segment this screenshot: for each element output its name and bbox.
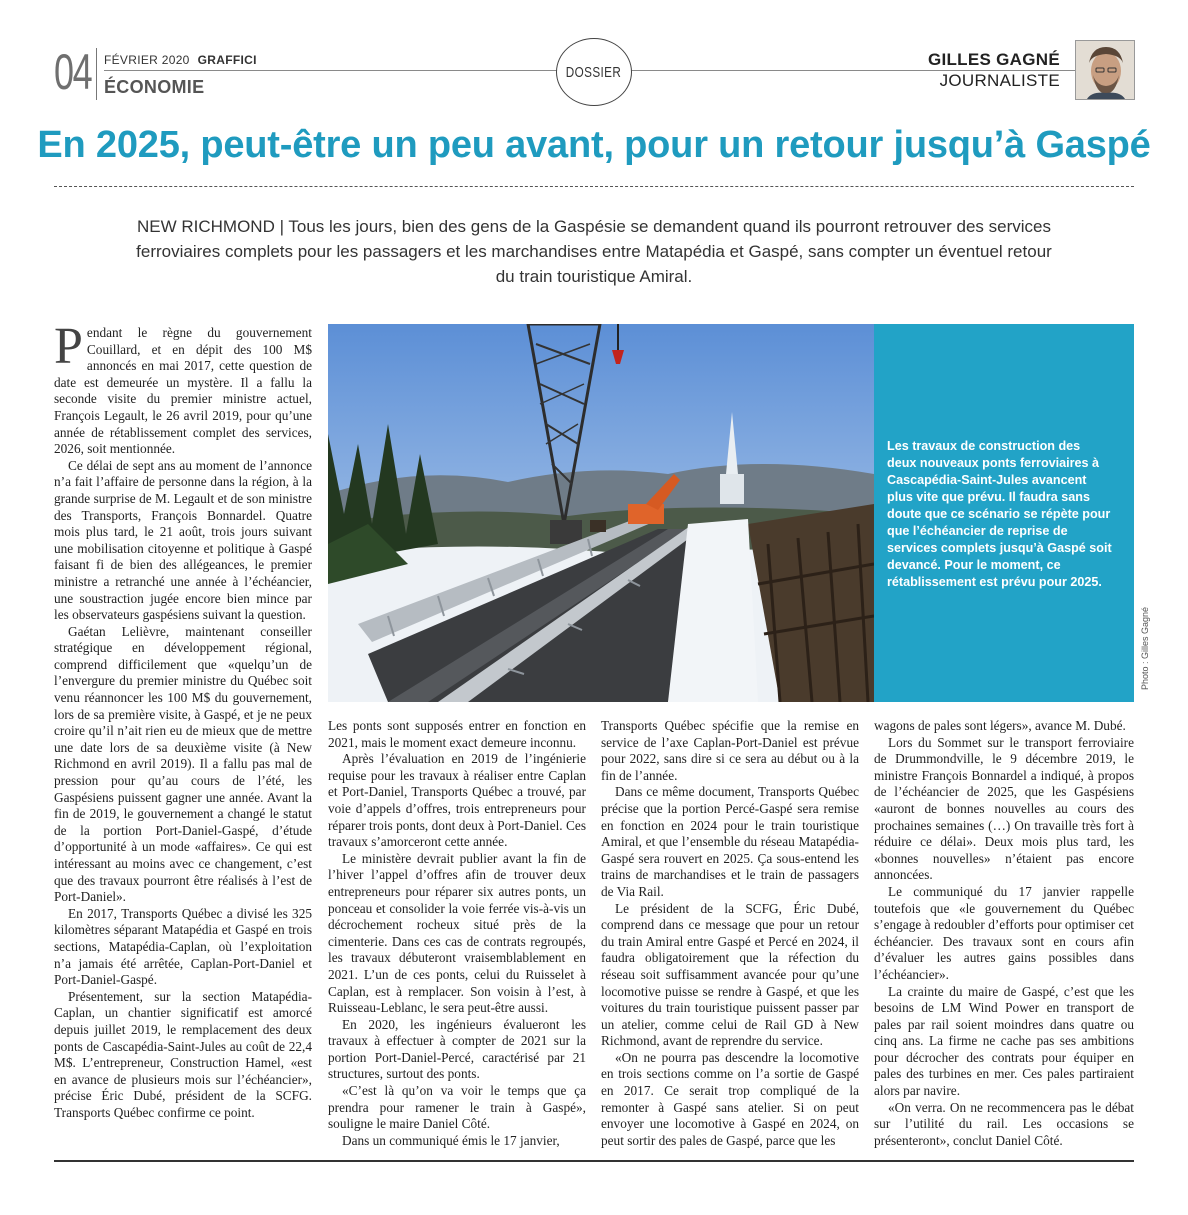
paragraph: La crainte du maire de Gaspé, c’est que les besoins de LM Wind Power en transport de pales par rail soient moindres dans quatre ou cinq ans. La firme ne cache pas ses ambitions pour décrocher des contrats pour équiper en pales des turbines en mer. Ces pales partiraient alors par navire. (874, 983, 1134, 1099)
paragraph: Le président de la SCFG, Éric Dubé, comprend dans ce message que pour un retour du train Amiral entre Gaspé et Percé en 2024, il faudra obligatoirement que la réfection du réseau soit suffisamment avancée pour qu’une locomotive puisse se rendre à Gaspé, et que les voitures du train touristique puissent passer par un atelier, comme celui de Rail GD à New Richmond, avant de reprendre du service. (601, 900, 859, 1049)
author-role: JOURNALISTE (939, 71, 1060, 90)
paragraph: En 2020, les ingénieurs évalueront les travaux à effectuer à compter de 2021 sur la portion Port-Daniel-Percé, caractérisé par 21 structures, surtout des ponts. (328, 1016, 586, 1082)
byline (928, 50, 1060, 92)
page-number: 04 (54, 44, 92, 100)
paragraph: Présentement, sur la section Matapédia-Caplan, un chantier significatif est amorcé depuis juillet 2019, le remplacement des deux ponts de Cascapédia-Saint-Jules au coût de 22,4 M$. L’entrepreneur, Construction Hamel, «est en avance de plusieurs mois sur l’échéancier», précise Éric Dubé, président de la SCFG. Transports Québec confirme ce point. (54, 988, 312, 1120)
paragraph: Ce délai de sept ans au moment de l’annonce n’a fait l’affaire de personne dans la région, à la grande surprise de M. Legault et de son ministre des Transports, François Bonnardel. Quatre mois plus tard, le 21 août, trois jours suivant une mobilisation citoyenne et politique à Gaspé faisant fi de bien des allégeances, le premier ministre a retranché une année à l’échéancier, une soustraction jugée encore bien mince par les observateurs gaspésiens suivant la question. (54, 457, 312, 623)
article-column-2 (328, 718, 586, 1149)
paragraph (54, 318, 312, 458)
publication-name: GRAFFICI (197, 53, 257, 67)
paragraph: wagons de pales sont légers», avance M. Dubé. (874, 718, 1126, 733)
paragraph: «On verra. On ne recommencera pas le débat sur l’utilité du rail. Les occasions se présenteront», conclut Daniel Côté. (874, 1099, 1134, 1148)
paragraph: Dans ce même document, Transports Québec précise que la portion Percé-Gaspé sera remise en fonction en 2024 pour le train touristique Amiral, et que l’ensemble du réseau Matapédia-Gaspé sera rouvert en 2025. Ça sous-entend les trains de marchandises et le train de passagers de Via Rail. (601, 784, 859, 899)
paragraph: Dans un communiqué émis le 17 janvier, (342, 1132, 560, 1148)
article-column-3 (601, 718, 859, 1149)
paragraph: Le communiqué du 17 janvier rappelle toutefois que «le gouvernement du Québec s’engage à redoubler d’efforts pour optimiser cet échéancier. Des travaux sont en cours afin d’évaluer les autres gains possibles dans l’échéancier». (874, 883, 1134, 982)
article-lede: NEW RICHMOND | Tous les jours, bien des gens de la Gaspésie se demandent quand ils pourront retrouver des services ferroviaires complets pour les passagers et les marchandises entre Matapédia et Gaspé, sans compter un éventuel retour du train touristique Amiral. (136, 217, 1052, 286)
dossier-label: DOSSIER (566, 63, 622, 81)
paragraph: Lors du Sommet sur le transport ferroviaire de Drummondville, le 9 décembre 2019, le ministre François Bonnardel a indiqué, à propos de l’échéancier de 2025, que les Gaspésiens «auront de bonnes nouvelles au cours des prochaines semaines (…) On travaille très fort à réduire ce délai». Deux mois plus tard, les «bonnes nouvelles» n’étaient pas encore annoncées. (874, 734, 1134, 883)
dotted-divider (54, 186, 1134, 187)
issue-date: FÉVRIER 2020 (104, 53, 190, 67)
author-photo (1075, 40, 1135, 100)
paragraph: Après l’évaluation en 2019 de l’ingénierie requise pour les travaux à réaliser entre Caplan et Port-Daniel, Transports Québec a trouvé, par voie d’appels d’offres, trois entrepreneurs pour réparer trois ponts, dont deux à Port-Daniel. Ces travaux s’amorceront cette année. (328, 751, 586, 850)
page-number-divider (96, 48, 97, 100)
paragraph: «On ne pourra pas descendre la locomotive en trois sections comme on l’a sortie de Gaspé en 2017. Ce serait trop compliqué de la remonter à Gaspé sans atelier. Si on peut envoyer une locomotive à Gaspé en 2024, on peut sortir des pales de Gaspé, parce que les (601, 1049, 859, 1148)
footer-rule (54, 1160, 1134, 1162)
paragraph: En 2017, Transports Québec a divisé les 325 kilomètres séparant Matapédia et Gaspé en trois sections, Matapédia-Caplan, où l’exploitation n’a jamais été arrêtée, Caplan-Port-Daniel et Port-Daniel-Gaspé. (54, 905, 312, 988)
article-headline: En 2025, peut-être un peu avant, pour un retour jusqu’à Gaspé (37, 124, 1151, 166)
paragraph: «C’est là qu’on va voir le temps que ça prendra pour ramener le train à Gaspé», souligne le maire Daniel Côté. (328, 1083, 586, 1132)
paragraph: Le ministère devrait publier avant la fin de l’hiver l’appel d’offres afin de trouver deux entrepreneurs pour réparer six autres ponts, un ponceau et consolider la voie ferrée vis-à-vis un décrochement rocheux situé près de la cimenterie. Dans ces cas de contrats regroupés, les travaux débuteront vraisemblablement en 2021. L’un de ces ponts, celui du Ruisselet à Caplan, est à remplacer. Son voisin à l’est, à Ruisseau-Leblanc, le sera peut-être aussi. (328, 850, 586, 1016)
author-portrait-icon (1076, 41, 1135, 100)
dossier-badge (556, 38, 632, 106)
paragraph: Les ponts sont supposés entrer en fonction en 2021, mais le moment exact demeure inconnu. (328, 718, 586, 750)
photo-credit: Photo : Gilles Gagné (1140, 606, 1150, 690)
article-column-4 (874, 718, 1134, 1149)
bridge-construction-photo (328, 324, 874, 702)
paragraph: Gaétan Lelièvre, maintenant conseiller stratégique en développement régional, comprend difficilement que «quelqu’un de l’envergure du premier ministre du Québec soit venu réannoncer les 100 M$ du gouvernement, lors de sa première visite, à Gaspé, et je ne peux croire qu’il n’ait rien eu de mieux que de mettre une date lors de sa deuxième visite (à New Richmond en avril 2019). Il a fallu pas mal de pression pour qu’au cours de l’été, les Gaspésiens puissent gagner une année. Avant la fin de 2019, le gouvernement a changé le statut de la portion Port-Daniel-Gaspé, d’étude d’opportunité à un mode «affaires». Ce qui est intéressant au moins avec ce changement, c’est que des travaux pourront être réalisés à l’est de Port-Daniel». (54, 623, 312, 905)
drop-cap: P (54, 318, 83, 375)
bridge-photo-illustration (328, 324, 874, 702)
article-column-1 (54, 318, 312, 1122)
author-name: GILLES GAGNÉ (927, 50, 1060, 69)
paragraph-text: endant le règne du gouvernement Couillard, et en dépit des 100 M$ annoncés en mai 2017, cette question de date est demeurée un mystère. Il a fallu la seconde visite du premier ministre actuel, François Legault, le 26 avril 2019, pour qu’une année de rétablissement complet des services, 2026, soit mentionnée. (54, 325, 312, 457)
issue-meta (104, 53, 257, 67)
photo-caption: Les travaux de construction des deux nouveaux ponts ferroviaires à Cascapédia-Saint-Jules avancent plus vite que prévu. Il faudra sans doute que ce scénario se répète pour que l’échéancier de reprise de services complets jusqu’à Gaspé soit devancé. Pour le moment, ce rétablissement est prévu pour 2025. (887, 439, 1112, 589)
section-label: ÉCONOMIE (104, 77, 205, 97)
paragraph: Transports Québec spécifie que la remise en service de l’axe Caplan-Port-Daniel est prévue pour 2022, sans dire si ce sera au début ou à la fin de l’année. (601, 718, 859, 783)
